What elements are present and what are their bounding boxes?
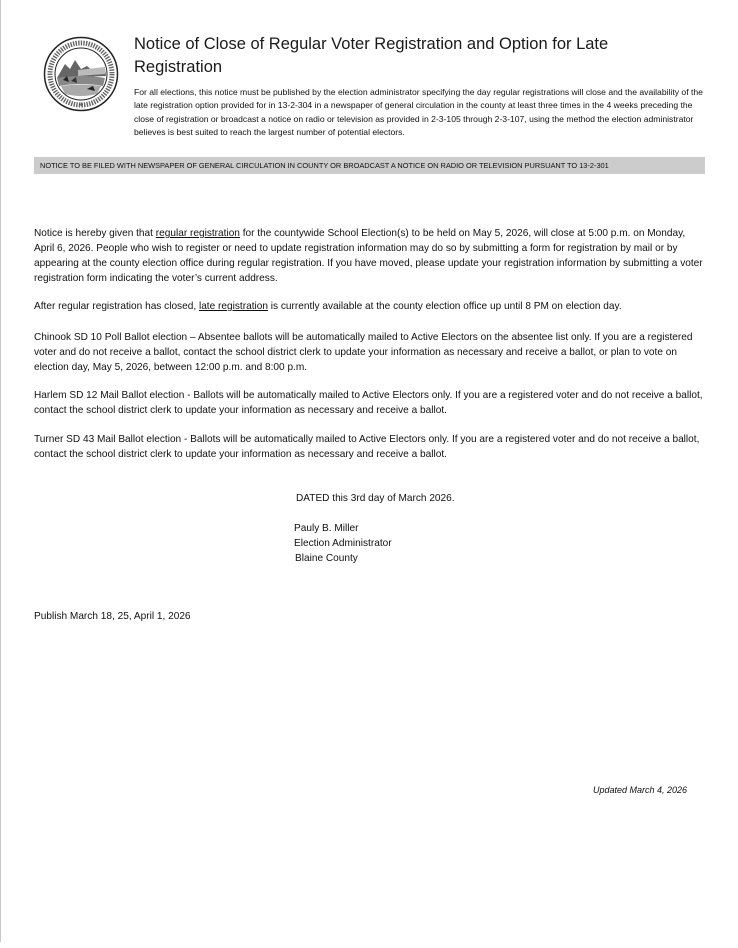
- signer-county: Blaine County: [295, 553, 358, 564]
- filing-instruction-bar: NOTICE TO BE FILED WITH NEWSPAPER OF GENERAL CIRCULATION IN COUNTY OR BROADCAST A NOTICE ON RADIO OR TELEVISION PURSUANT TO 13-2-301: [34, 157, 705, 174]
- paragraph-harlem-sd12: Harlem SD 12 Mail Ballot election - Ballots will be automatically mailed to Active Electors only. If you are a registered voter and do not receive a ballot, contact the school district clerk to update your information as necessary and receive a ballot.: [34, 390, 703, 416]
- paragraph-turner-sd43: Turner SD 43 Mail Ballot election - Ballots will be automatically mailed to Active Electors only. If you are a registered voter and do not receive a ballot, contact the school district clerk to update your information as necessary and receive a ballot.: [34, 434, 700, 460]
- page-title: Notice of Close of Regular Voter Registration and Option for Late Registration: [134, 35, 609, 76]
- dated-line: DATED this 3rd day of March 2026.: [296, 493, 455, 504]
- intro-instructions: For all elections, this notice must be published by the election administrator specifying the day regular registrations will close and the availability of the late registration option provided for in 13-2-304 in a newspaper of general circulation in the county at least three times in the 4 weeks preceding the close of registration or broadcast a notice on radio or television as provided in 2-3-105 through 2-3-107, using the method the election administrator believes is best suited to reach the largest number of potential electors.: [134, 87, 703, 138]
- p1-text-before: Notice is hereby given that: [34, 228, 156, 239]
- svg-text:✛: ✛: [78, 102, 84, 108]
- paragraph-late-registration: [34, 299, 704, 314]
- updated-date: Updated March 4, 2026: [593, 785, 688, 795]
- page-left-border: [0, 0, 1, 942]
- signer-role: Election Administrator: [294, 538, 392, 549]
- montana-state-seal-icon: [43, 36, 119, 112]
- p2-text-before: After regular registration has closed,: [34, 301, 199, 312]
- signature-block: [294, 521, 392, 566]
- p1-text-after: for the countywide School Election(s) to be held on May 5, 2026, will close at 5:00 p.m. on Monday, April 6, 2026. People who wish to register or need to update registration information may do so by submitting a form for registration by mail or by appearing at the county election office during regular registration. If you have moved, please update your registration information by submitting a voter registration form indicating the voter’s current address.: [34, 228, 703, 284]
- publish-dates: Publish March 18, 25, April 1, 2026: [34, 611, 191, 622]
- p2-text-after: is currently available at the county election office up until 8 PM on election day.: [267, 301, 622, 312]
- signer-name: Pauly B. Miller: [294, 523, 359, 534]
- paragraph-chinook-sd10: Chinook SD 10 Poll Ballot election – Absentee ballots will be automatically mailed to Active Electors on the absentee list only. If you are a registered voter and do not receive a ballot, contact the school district clerk to update your information as necessary and receive a ballot, or plan to vote on election day, May 5, 2026, between 12:00 p.m. and 8:00 p.m.: [34, 332, 693, 373]
- late-registration-link[interactable]: late registration: [198, 301, 268, 312]
- regular-registration-link[interactable]: regular registration: [155, 228, 240, 239]
- paragraph-regular-registration: [34, 226, 704, 286]
